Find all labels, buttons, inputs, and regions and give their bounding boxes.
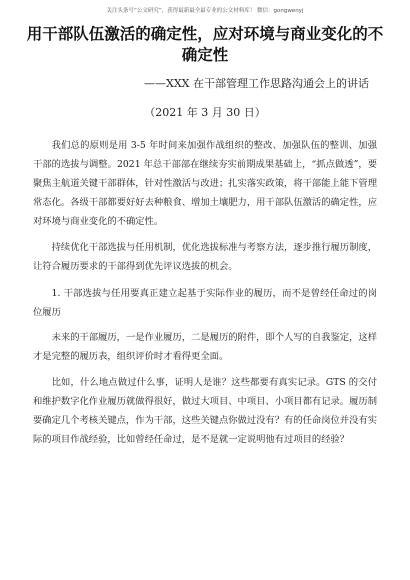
body-paragraph: 我们总的原则是用 3-5 年时间来加强作战组织的整改、加强队伍的整训、加强干部的选拔与调整。2021 年总干部部在继续夯实前期成果基础上，“抓点做透”，要聚焦主航道关键干部群体，针对性激活与改进；扎实落实政策，将干部能上能下管理常态化。各级干部都要好好去种粮食、增加土壤肥力，用干部队伍激活的确定性，应对环境与商业变化的不确定性。: [33, 140, 377, 227]
document-subtitle: ——XXX 在干部管理工作思路沟通会上的讲话: [144, 77, 369, 90]
document-title: 用干部队伍激活的确定性，应对环境与商业变化的不确定性: [26, 25, 384, 64]
body-paragraph: 未来的干部履历，一是作业履历，二是履历的附件，即个人写的自我鉴定，这样才是完整的履历表，组织评价时才看得更全面。: [33, 332, 377, 362]
section-heading: 1. 干部选拔与任用要真正建立起基于实际作业的履历，而不是曾经任命过的岗位履历: [33, 288, 377, 318]
header-note: 关注头条号“公文研究”，获得最新最全最专业的公文材料库！ 微信：gongwenyj: [106, 8, 304, 14]
body-paragraph: 持续优化干部选拔与任用机制，优化选拔标准与考察方法，逐步推行履历制度，让符合履历要求的干部得到优先评议选拔的机会。: [33, 242, 377, 272]
document-date: （2021 年 3 月 30 日）: [144, 106, 266, 119]
body-paragraph: 比如，什么地点做过什么事，证明人是谁？这些都要有真实记录。GTS 的交付和维护数字化作业履历就做得很好，做过大项目、中项目、小项目都有记录。履历制要确定几个考核关键点，作为干部，这些关键点你做过没有？有的任命岗位并没有实际的项目作战经验，比如曾经任命过，是不是就一定说明他有过项目的经验？: [33, 377, 377, 445]
document-body: [33, 136, 377, 449]
